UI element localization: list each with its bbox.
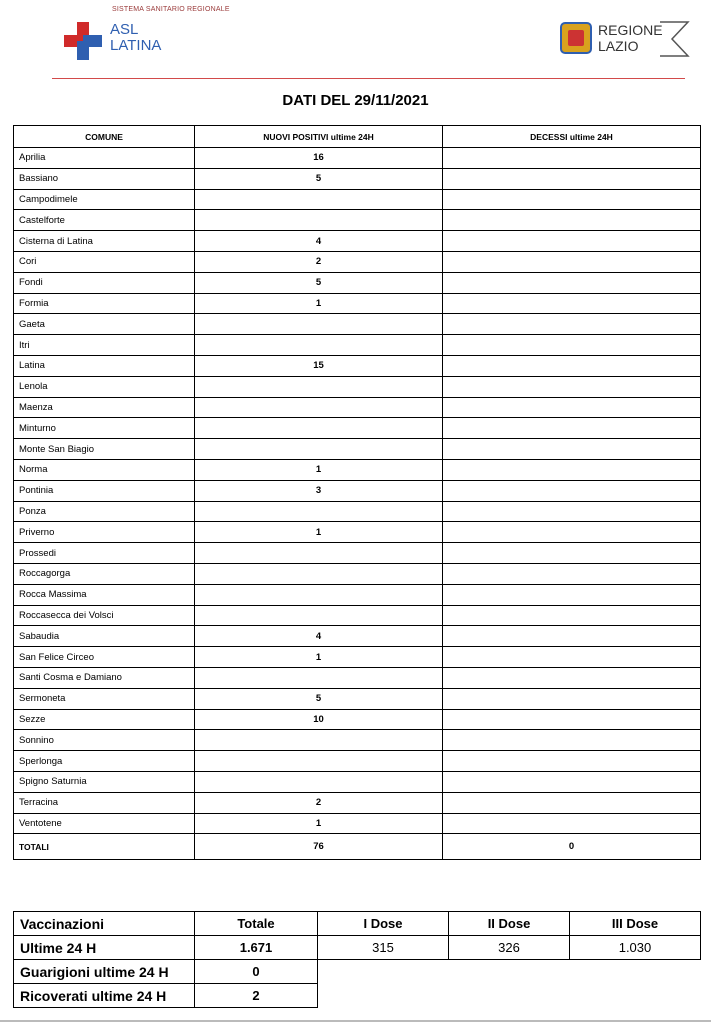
table-row	[14, 563, 701, 584]
table-row	[14, 792, 701, 813]
positivi-cell	[195, 335, 443, 356]
comune-cell: Roccagorga	[14, 563, 195, 584]
decessi-cell	[443, 647, 701, 668]
positivi-cell: 1	[195, 459, 443, 480]
comune-cell: Fondi	[14, 272, 195, 293]
comune-cell: Sezze	[14, 709, 195, 730]
positivi-cell: 10	[195, 709, 443, 730]
comune-cell: Cisterna di Latina	[14, 231, 195, 252]
table-row	[14, 168, 701, 189]
vaccination-value-dose2: 326	[449, 936, 570, 960]
table-row	[14, 626, 701, 647]
decessi-cell	[443, 709, 701, 730]
comune-cell: Bassiano	[14, 168, 195, 189]
comune-cell: Campodimele	[14, 189, 195, 210]
guarigioni-value: 0	[195, 960, 318, 984]
guarigioni-label: Guarigioni ultime 24 H	[14, 960, 195, 984]
comune-cell: Sperlonga	[14, 751, 195, 772]
positivi-cell	[195, 730, 443, 751]
table-row	[14, 543, 701, 564]
positivi-cell: 5	[195, 272, 443, 293]
table-row	[14, 459, 701, 480]
region-line1: REGIONE	[598, 22, 663, 38]
table-row	[14, 148, 701, 169]
positivi-cell	[195, 210, 443, 231]
table-row	[14, 605, 701, 626]
header	[0, 0, 711, 80]
positivi-cell	[195, 605, 443, 626]
comune-cell: Pontinia	[14, 480, 195, 501]
ricoverati-value: 2	[195, 984, 318, 1008]
table-row	[14, 522, 701, 543]
comune-cell: Sabaudia	[14, 626, 195, 647]
totals-positivi: 76	[195, 834, 443, 860]
positivi-cell	[195, 751, 443, 772]
vaccination-sublabel: Ultime 24 H	[14, 936, 195, 960]
comune-cell: Santi Cosma e Damiano	[14, 667, 195, 688]
column-header-positivi: NUOVI POSITIVI ultime 24H	[195, 126, 443, 148]
table-body	[14, 148, 701, 834]
table-row	[14, 251, 701, 272]
column-header-decessi: DECESSI ultime 24H	[443, 126, 701, 148]
page-bottom-edge	[0, 1020, 711, 1022]
comune-cell: Lenola	[14, 376, 195, 397]
comune-cell: Itri	[14, 335, 195, 356]
positivi-cell: 1	[195, 522, 443, 543]
decessi-cell	[443, 272, 701, 293]
comune-cell: Prossedi	[14, 543, 195, 564]
comune-cell: Priverno	[14, 522, 195, 543]
decessi-cell	[443, 751, 701, 772]
positivi-cell: 4	[195, 231, 443, 252]
page-title: DATI DEL 29/11/2021	[282, 92, 429, 109]
comune-cell: Formia	[14, 293, 195, 314]
asl-line2: LATINA	[110, 37, 162, 54]
comune-cell: Norma	[14, 459, 195, 480]
positivi-cell: 2	[195, 251, 443, 272]
totals-row	[14, 834, 701, 860]
positivi-cell	[195, 563, 443, 584]
positivi-cell: 5	[195, 168, 443, 189]
vaccination-table	[13, 911, 701, 1008]
decessi-cell	[443, 231, 701, 252]
decessi-cell	[443, 148, 701, 169]
ricoverati-label: Ricoverati ultime 24 H	[14, 984, 195, 1008]
vaccination-value-dose1: 315	[318, 936, 449, 960]
table-row	[14, 189, 701, 210]
positivi-cell: 16	[195, 148, 443, 169]
totals-label: TOTALI	[14, 834, 195, 860]
decessi-cell	[443, 189, 701, 210]
comune-cell: Castelforte	[14, 210, 195, 231]
decessi-cell	[443, 355, 701, 376]
decessi-cell	[443, 501, 701, 522]
positivi-cell: 3	[195, 480, 443, 501]
regione-lazio-lines-icon	[660, 20, 690, 58]
positivi-cell	[195, 189, 443, 210]
decessi-cell	[443, 480, 701, 501]
vaccination-label: Vaccinazioni	[14, 912, 195, 936]
positivi-cell	[195, 771, 443, 792]
decessi-cell	[443, 730, 701, 751]
positivi-cell	[195, 439, 443, 460]
vaccination-header-dose3: III Dose	[570, 912, 701, 936]
regione-lazio-logo-text	[598, 22, 663, 54]
vaccination-header-totale: Totale	[195, 912, 318, 936]
comune-cell: Aprilia	[14, 148, 195, 169]
table-row	[14, 730, 701, 751]
positivi-cell	[195, 543, 443, 564]
table-row	[14, 314, 701, 335]
comune-cell: Cori	[14, 251, 195, 272]
positivi-cell	[195, 501, 443, 522]
comune-cell: Sermoneta	[14, 688, 195, 709]
decessi-cell	[443, 376, 701, 397]
vaccination-header-row	[14, 912, 701, 936]
comune-cell: Ponza	[14, 501, 195, 522]
comune-cell: Terracina	[14, 792, 195, 813]
comune-cell: Gaeta	[14, 314, 195, 335]
decessi-cell	[443, 251, 701, 272]
table-row	[14, 751, 701, 772]
vaccination-value-totale: 1.671	[195, 936, 318, 960]
comune-cell: Sonnino	[14, 730, 195, 751]
table-row	[14, 335, 701, 356]
table-row	[14, 418, 701, 439]
ricoverati-row	[14, 984, 701, 1008]
positivi-cell: 2	[195, 792, 443, 813]
decessi-cell	[443, 771, 701, 792]
decessi-cell	[443, 293, 701, 314]
comune-cell: Monte San Biagio	[14, 439, 195, 460]
comune-cell: Spigno Saturnia	[14, 771, 195, 792]
decessi-cell	[443, 439, 701, 460]
decessi-cell	[443, 335, 701, 356]
comune-cell: San Felice Circeo	[14, 647, 195, 668]
decessi-cell	[443, 563, 701, 584]
positivi-cell: 1	[195, 293, 443, 314]
decessi-cell	[443, 397, 701, 418]
table-row	[14, 355, 701, 376]
decessi-cell	[443, 543, 701, 564]
regione-lazio-emblem-icon	[560, 22, 592, 54]
table-row	[14, 647, 701, 668]
decessi-cell	[443, 667, 701, 688]
positivi-cell	[195, 418, 443, 439]
positivi-cell	[195, 397, 443, 418]
table-row	[14, 667, 701, 688]
table-row	[14, 397, 701, 418]
header-divider	[52, 78, 685, 79]
positivi-cell	[195, 584, 443, 605]
table-row	[14, 210, 701, 231]
decessi-cell	[443, 813, 701, 834]
positivi-cell: 15	[195, 355, 443, 376]
table-row	[14, 439, 701, 460]
positivi-cell: 5	[195, 688, 443, 709]
positivi-cell: 1	[195, 813, 443, 834]
comune-cell: Latina	[14, 355, 195, 376]
comuni-table	[13, 125, 701, 860]
comune-cell: Roccasecca dei Volsci	[14, 605, 195, 626]
decessi-cell	[443, 459, 701, 480]
asl-supertitle: SISTEMA SANITARIO REGIONALE	[112, 6, 230, 13]
decessi-cell	[443, 314, 701, 335]
decessi-cell	[443, 792, 701, 813]
table-row	[14, 231, 701, 252]
region-line2: LAZIO	[598, 38, 639, 54]
vaccination-values-row	[14, 936, 701, 960]
decessi-cell	[443, 168, 701, 189]
vaccination-value-dose3: 1.030	[570, 936, 701, 960]
guarigioni-row	[14, 960, 701, 984]
positivi-cell	[195, 376, 443, 397]
decessi-cell	[443, 584, 701, 605]
decessi-cell	[443, 626, 701, 647]
table-row	[14, 501, 701, 522]
decessi-cell	[443, 688, 701, 709]
comune-cell: Minturno	[14, 418, 195, 439]
vaccination-header-dose2: II Dose	[449, 912, 570, 936]
comune-cell: Maenza	[14, 397, 195, 418]
asl-logo-text	[110, 22, 161, 54]
asl-line1: ASL	[110, 21, 139, 38]
table-header-row	[14, 126, 701, 148]
table-row	[14, 376, 701, 397]
positivi-cell	[195, 314, 443, 335]
comune-cell: Ventotene	[14, 813, 195, 834]
comune-cell: Rocca Massima	[14, 584, 195, 605]
positivi-cell: 4	[195, 626, 443, 647]
table-row	[14, 771, 701, 792]
decessi-cell	[443, 418, 701, 439]
table-row	[14, 272, 701, 293]
totals-decessi: 0	[443, 834, 701, 860]
decessi-cell	[443, 522, 701, 543]
vaccination-header-dose1: I Dose	[318, 912, 449, 936]
table-row	[14, 709, 701, 730]
table-row	[14, 584, 701, 605]
positivi-cell	[195, 667, 443, 688]
asl-cross-logo-icon	[64, 22, 102, 60]
column-header-comune: COMUNE	[14, 126, 195, 148]
positivi-cell: 1	[195, 647, 443, 668]
table-row	[14, 293, 701, 314]
decessi-cell	[443, 210, 701, 231]
table-row	[14, 480, 701, 501]
table-row	[14, 688, 701, 709]
decessi-cell	[443, 605, 701, 626]
table-row	[14, 813, 701, 834]
